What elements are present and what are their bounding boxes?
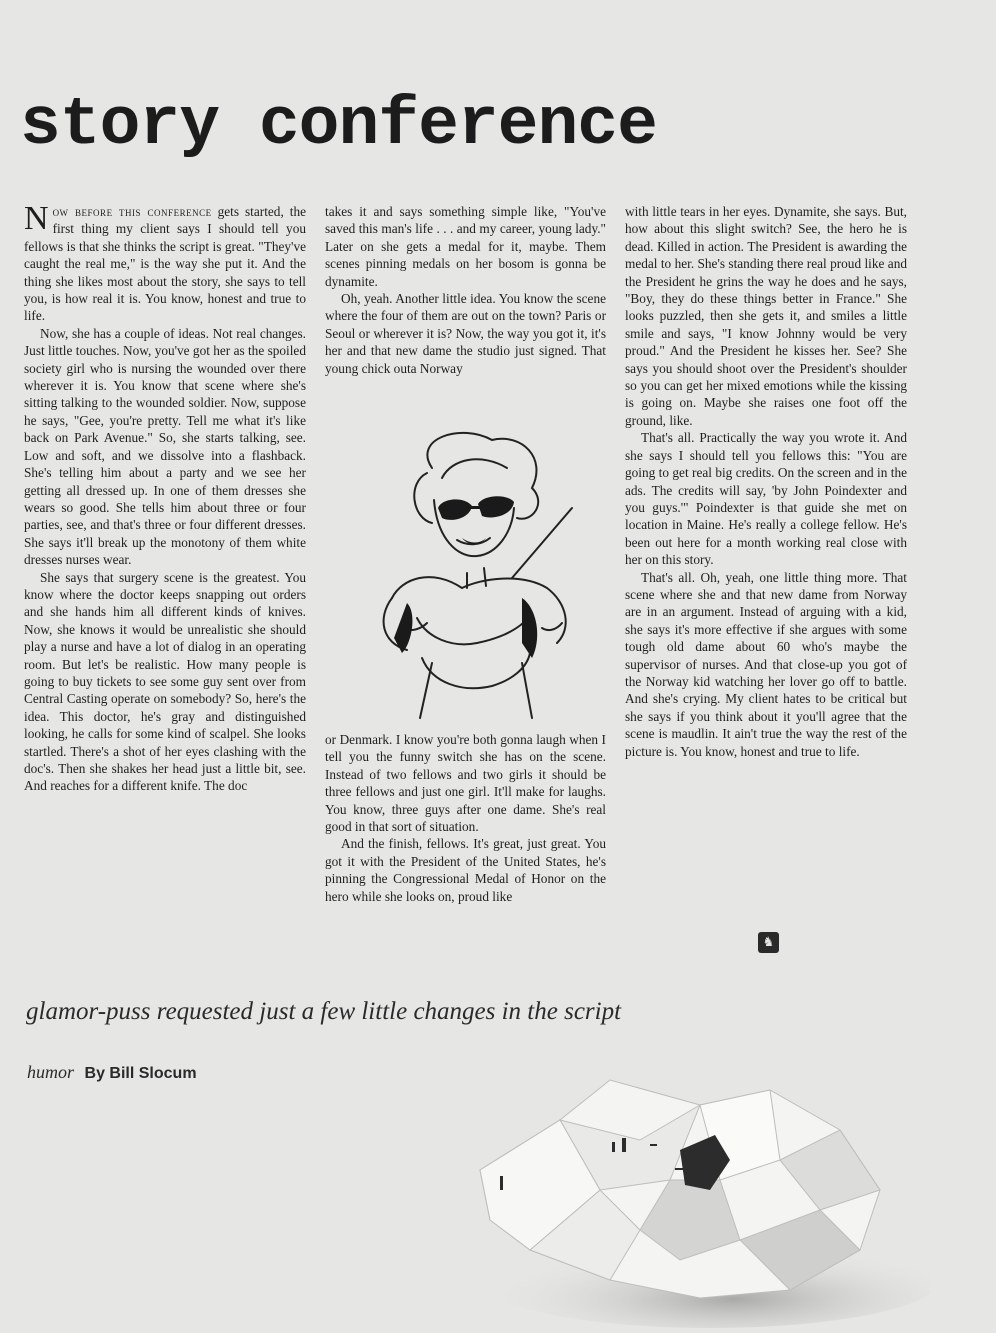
paragraph-text: gets started, the first thing my client says I should tell you fellows is that she thinks the script is great. "They've caught the real me," is the way she put it. And the thing she likes most about the story, she says to tell you, is how real it is. You know, honest and true to life. — [24, 204, 307, 324]
byline-author: By Bill Slocum — [84, 1065, 197, 1082]
paragraph: That's all. Practically the way you wrote it. And she says I should tell you fellows this: "You are going to get real big credits. On the screen and in the ads. The credits will say, 'by John Poindexter and you guys.'" Poindexter is that guide she met on location in Maine. He's really a college fellow. He's been out here for a month working real close with her on this story. — [625, 430, 907, 568]
article-column-3 — [625, 203, 907, 760]
paragraph: That's all. Oh, yeah, one little thing more. That scene where she and that new dame from Norway are in an argument. Instead of arguing with a kid, she says it's more effective if she argues with some tough old dame about 60 who's maybe the supervisor of nurses. And that close-up you got of the Norway kid watching her lover go off to battle. And she's crying. My client hates to be critical but she says if you think about it you'll agree that the scene is maudlin. It ain't true the way the rest of the picture is. You know, honest and true to life. — [625, 569, 907, 759]
paragraph: with little tears in her eyes. Dynamite, she says. But, how about this slight switch? See, the hero he is dead. Killed in action. The President is awarding the medal to her. She's standing there real proud like and the President he grins the way he does and he says, "Boy, they do these things better in France." She looks puzzled, then she gets it, and smiles a little smile and says, "I know Johnny would be very proud." And the President he kisses her. See? She says you should shoot over the President's shoulder so you can get her mixed emotions while the kissing is going on. Maybe she raises one foot off the ground, like. — [625, 204, 907, 428]
paragraph: takes it and says something simple like, "You've saved this man's life . . . and my career, young lady." Later on she gets a medal for it, maybe. Them scenes pinning medals on her bosom is gonna be dynamite. — [325, 204, 606, 289]
paragraph — [24, 200, 307, 325]
article-column-2-bottom — [325, 731, 606, 905]
drop-cap: N — [24, 200, 49, 237]
paragraph: And the finish, fellows. It's great, just great. You got it with the President of the United States, he's pinning the Congressional Medal of Honor on the hero while she looks on, proud like — [325, 836, 606, 904]
paragraph: Now, she has a couple of ideas. Not real changes. Just little touches. Now, you've got her as the spoiled society girl who is nursing the wounded over there wherever it is. You know that scene where she's sitting talking to the wounded soldier. Now, suppose he says, "Gee, you're pretty. Tell me what it's like back on Park Avenue." So, she starts talking, see. Low and soft, and we dissolve into a flashback. She's telling him about a party and we see her getting all dressed up. In one of them dresses she wears so good. She tells him about three or four parties, see, and that's three or four different dresses. She says it'll break up the monotony of them white dresses nurses wear. — [24, 325, 306, 568]
tagline: glamor-puss requested just a few little changes in the script — [26, 998, 622, 1025]
paragraph: Oh, yeah. Another little idea. You know the scene where the four of them are out on the town? Paris or Seoul or wherever it is? Now, the way you got it, it's her and that new dame the studio just signed. That young chick outa Norway — [325, 291, 606, 376]
byline — [27, 1062, 197, 1083]
rabbit-end-mark-icon: ♞ — [758, 932, 779, 953]
byline-category: humor — [27, 1062, 75, 1082]
article-column-1 — [24, 200, 307, 795]
glamour-girl-illustration — [372, 428, 582, 724]
article-column-2-top — [325, 203, 606, 377]
crumpled-paper-image — [440, 1060, 930, 1330]
paragraph: or Denmark. I know you're both gonna laugh when I tell you the funny switch she has on the scene. Instead of two fellows and two girls it should be three fellows and just one girl. It'll make for laughs. You know, three guys after one dame. She's real good in that sort of situation. — [325, 732, 606, 835]
headline: story conference — [20, 87, 657, 164]
paragraph: She says that surgery scene is the greatest. You know where the doctor keeps snapping out orders and she hands him all different kinds of knives. Now, she knows it would be unrealistic she should play a nurse and have a lot of dialog in an operating room. But let's be realistic. How many people is going to buy tickets to see some guy sent over from Central Casting operate on somebody? So, here's the idea. This doctor, he's gray and distinguished looking, he calls for some kind of scalpel. She looks startled. There's a shot of her eyes clashing with the doc's. Then she shakes her head just a little bit, see. And reaches for a different knife. The doc — [24, 569, 306, 794]
lead-in: ow before this conference — [52, 204, 212, 219]
